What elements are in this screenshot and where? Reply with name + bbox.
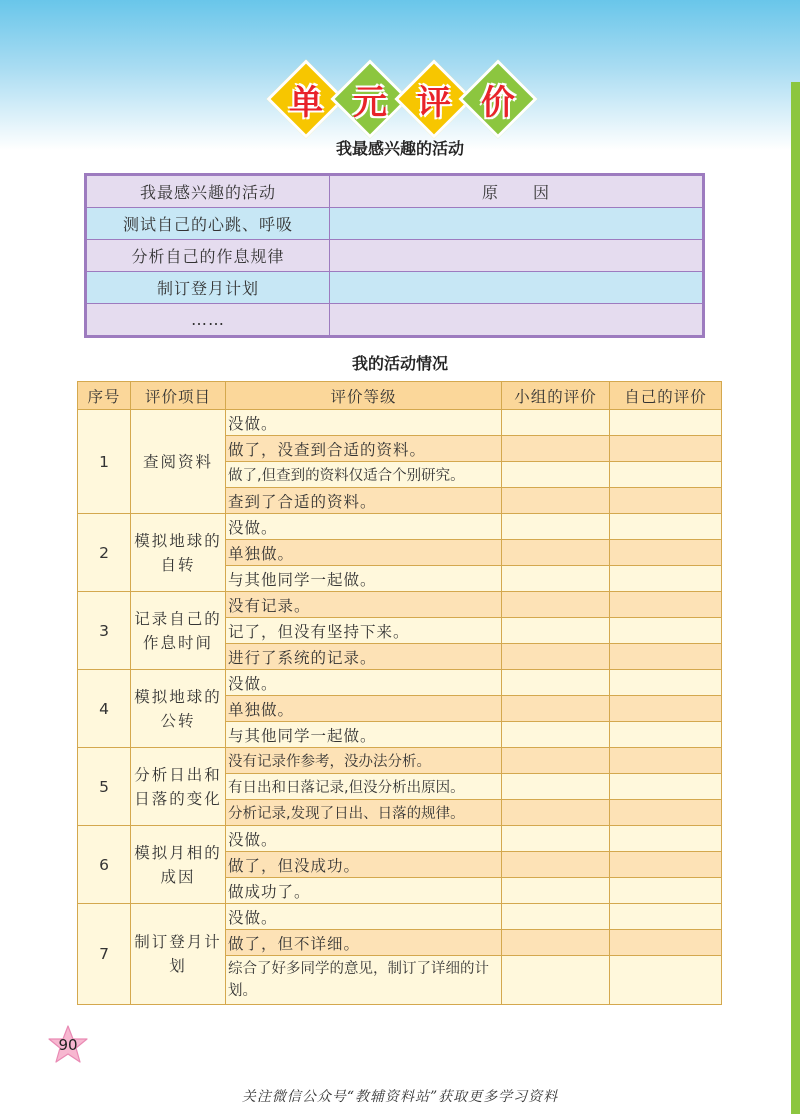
column-header: 原 因 [330, 175, 704, 208]
self-eval-cell[interactable] [610, 956, 722, 1005]
self-eval-cell[interactable] [610, 644, 722, 670]
group-eval-cell[interactable] [502, 670, 610, 696]
unit-title [274, 67, 526, 139]
level-text: 分析记录,发现了日出、日落的规律。 [226, 800, 502, 826]
self-eval-cell[interactable] [610, 592, 722, 618]
column-header: 自己的评价 [610, 382, 722, 410]
item-name: 查阅资料 [131, 410, 226, 514]
reason-cell[interactable] [330, 208, 704, 240]
level-text: 综合了好多同学的意见，制订了详细的计划。 [226, 956, 502, 1005]
level-text: 做了，没查到合适的资料。 [226, 436, 502, 462]
self-eval-cell[interactable] [610, 696, 722, 722]
item-name: 制订登月计划 [131, 904, 226, 1005]
group-eval-cell[interactable] [502, 696, 610, 722]
level-text: 单独做。 [226, 696, 502, 722]
table-row [78, 410, 722, 436]
group-eval-cell[interactable] [502, 644, 610, 670]
item-number: 2 [78, 514, 131, 592]
self-eval-cell[interactable] [610, 670, 722, 696]
group-eval-cell[interactable] [502, 722, 610, 748]
activity-cell: 测试自己的心跳、呼吸 [86, 208, 330, 240]
group-eval-cell[interactable] [502, 566, 610, 592]
group-eval-cell[interactable] [502, 748, 610, 774]
group-eval-cell[interactable] [502, 514, 610, 540]
level-text: 没有记录作参考，没办法分析。 [226, 748, 502, 774]
group-eval-cell[interactable] [502, 826, 610, 852]
table-row [78, 748, 722, 774]
self-eval-cell[interactable] [610, 410, 722, 436]
self-eval-cell[interactable] [610, 852, 722, 878]
item-number: 4 [78, 670, 131, 748]
page-edge-strip [791, 82, 800, 1114]
group-eval-cell[interactable] [502, 852, 610, 878]
table-row [86, 240, 704, 272]
group-eval-cell[interactable] [502, 592, 610, 618]
reason-cell[interactable] [330, 304, 704, 337]
level-text: 与其他同学一起做。 [226, 722, 502, 748]
item-number: 6 [78, 826, 131, 904]
group-eval-cell[interactable] [502, 618, 610, 644]
group-eval-cell[interactable] [502, 800, 610, 826]
level-text: 做了，但没成功。 [226, 852, 502, 878]
level-text: 没有记录。 [226, 592, 502, 618]
self-eval-cell[interactable] [610, 878, 722, 904]
group-eval-cell[interactable] [502, 904, 610, 930]
title-char: 价 [481, 83, 515, 123]
group-eval-cell[interactable] [502, 774, 610, 800]
self-eval-cell[interactable] [610, 566, 722, 592]
group-eval-cell[interactable] [502, 410, 610, 436]
level-text: 做了,但查到的资料仅适合个别研究。 [226, 462, 502, 488]
reason-cell[interactable] [330, 240, 704, 272]
level-text: 做成功了。 [226, 878, 502, 904]
self-eval-cell[interactable] [610, 722, 722, 748]
reason-cell[interactable] [330, 272, 704, 304]
item-number: 1 [78, 410, 131, 514]
interest-heading: 我最感兴趣的活动 [335, 139, 464, 158]
table-header-row [86, 175, 704, 208]
self-eval-cell[interactable] [610, 774, 722, 800]
activity-cell: 制订登月计划 [86, 272, 330, 304]
self-eval-cell[interactable] [610, 930, 722, 956]
level-text: 没做。 [226, 904, 502, 930]
activity-cell: 分析自己的作息规律 [86, 240, 330, 272]
activity-cell: …… [86, 304, 330, 337]
level-text: 记了，但没有坚持下来。 [226, 618, 502, 644]
table-row [78, 904, 722, 930]
level-text: 做了，但不详细。 [226, 930, 502, 956]
title-char: 评 [417, 83, 451, 123]
level-text: 没做。 [226, 410, 502, 436]
item-name: 模拟地球的自转 [131, 514, 226, 592]
activity-heading: 我的活动情况 [351, 354, 448, 373]
self-eval-cell[interactable] [610, 540, 722, 566]
group-eval-cell[interactable] [502, 930, 610, 956]
column-header: 小组的评价 [502, 382, 610, 410]
table-row [86, 272, 704, 304]
table-row [78, 514, 722, 540]
self-eval-cell[interactable] [610, 488, 722, 514]
table-header-row [78, 382, 722, 410]
table-row [86, 208, 704, 240]
level-text: 查到了合适的资料。 [226, 488, 502, 514]
self-eval-cell[interactable] [610, 618, 722, 644]
self-eval-cell[interactable] [610, 904, 722, 930]
title-char: 单 [289, 83, 323, 123]
self-eval-cell[interactable] [610, 436, 722, 462]
page-number: 90 [58, 1036, 78, 1054]
table-row [78, 826, 722, 852]
group-eval-cell[interactable] [502, 956, 610, 1005]
interest-table [84, 173, 705, 338]
group-eval-cell[interactable] [502, 878, 610, 904]
level-text: 与其他同学一起做。 [226, 566, 502, 592]
table-row [78, 592, 722, 618]
item-name: 模拟地球的公转 [131, 670, 226, 748]
level-text: 有日出和日落记录,但没分析出原因。 [226, 774, 502, 800]
footer-note: 关注微信公众号“教辅资料站”获取更多学习资料 [241, 1089, 559, 1105]
column-header: 评价项目 [131, 382, 226, 410]
item-number: 3 [78, 592, 131, 670]
page-number-badge [46, 1024, 90, 1068]
column-header: 我最感兴趣的活动 [86, 175, 330, 208]
item-number: 5 [78, 748, 131, 826]
level-text: 没做。 [226, 670, 502, 696]
level-text: 没做。 [226, 826, 502, 852]
self-eval-cell[interactable] [610, 826, 722, 852]
group-eval-cell[interactable] [502, 436, 610, 462]
group-eval-cell[interactable] [502, 540, 610, 566]
self-eval-cell[interactable] [610, 748, 722, 774]
group-eval-cell[interactable] [502, 462, 610, 488]
activity-table [77, 381, 722, 1005]
level-text: 进行了系统的记录。 [226, 644, 502, 670]
level-text: 单独做。 [226, 540, 502, 566]
item-name: 模拟月相的成因 [131, 826, 226, 904]
table-row [86, 304, 704, 337]
self-eval-cell[interactable] [610, 462, 722, 488]
self-eval-cell[interactable] [610, 800, 722, 826]
column-header: 序号 [78, 382, 131, 410]
table-row [78, 670, 722, 696]
self-eval-cell[interactable] [610, 514, 722, 540]
level-text: 没做。 [226, 514, 502, 540]
item-name: 分析日出和日落的变化 [131, 748, 226, 826]
column-header: 评价等级 [226, 382, 502, 410]
group-eval-cell[interactable] [502, 488, 610, 514]
item-name: 记录自己的作息时间 [131, 592, 226, 670]
item-number: 7 [78, 904, 131, 1005]
title-char: 元 [353, 83, 387, 123]
